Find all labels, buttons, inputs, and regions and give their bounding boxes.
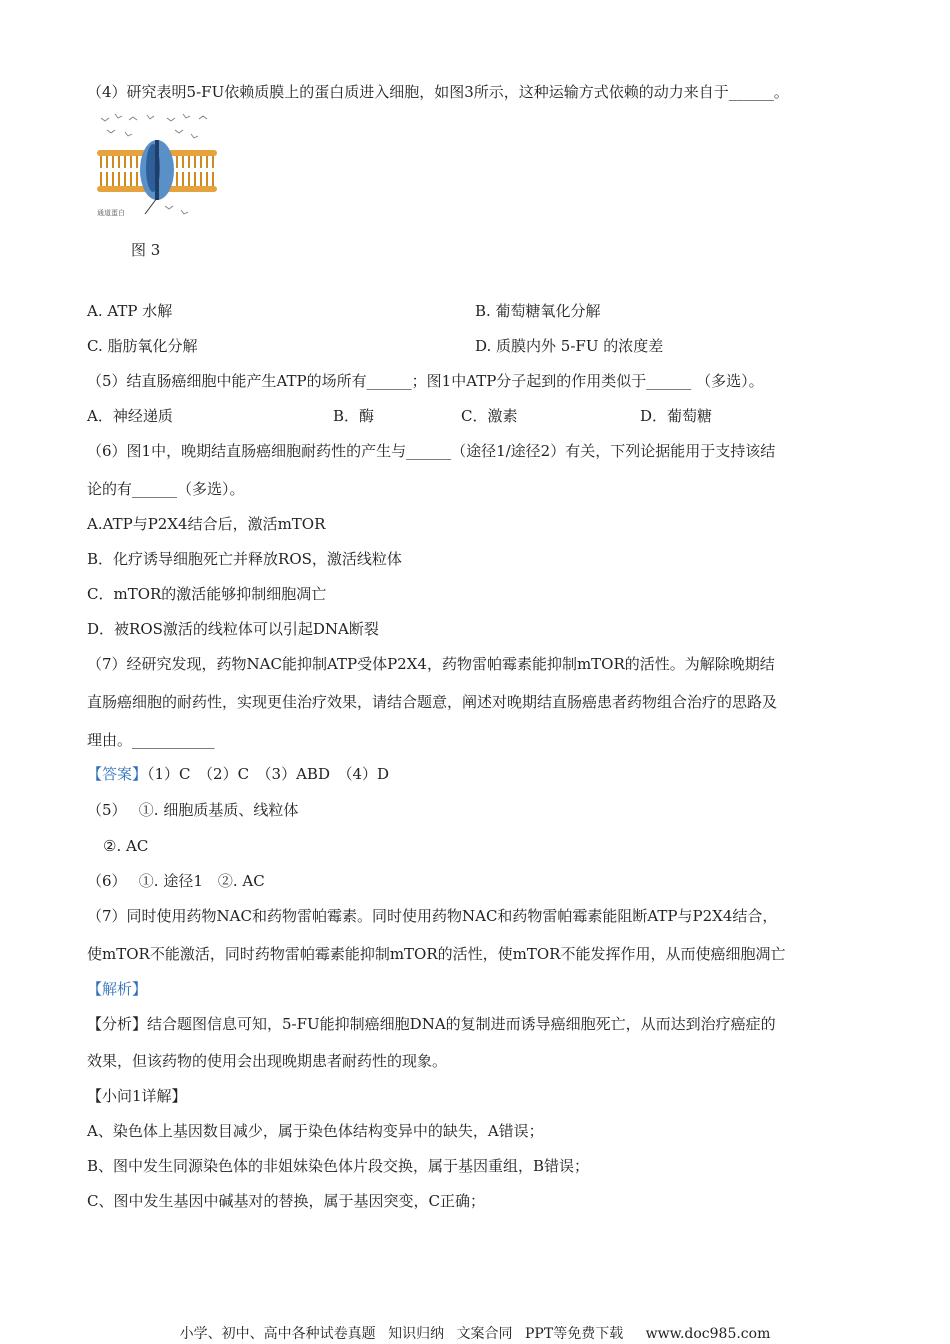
footer-item: 知识归纳 (388, 1326, 445, 1342)
q4-option-d: D. 质膜内外 5-FU 的浓度差 (475, 337, 664, 355)
answer-line2: （5） ①. 细胞质基质、线粒体 (87, 801, 299, 819)
answer-line4: （6） ①. 途径1 ②. AC (87, 872, 265, 890)
q4-option-c: C. 脂肪氧化分解 (87, 337, 198, 355)
footer-url[interactable]: www.doc985.com (645, 1326, 771, 1342)
analysis-line2: 效果，但该药物的使用会出现晚期患者耐药性的现象。 (87, 1052, 448, 1070)
q6-option-a: A.ATP与P2X4结合后，激活mTOR (87, 515, 326, 533)
analysis-item-a: A、染色体上基因数目减少，属于染色体结构变异中的缺失，A错误； (87, 1122, 544, 1140)
q7-line2: 直肠癌细胞的耐药性，实现更佳治疗效果，请结合题意，阐述对晚期结直肠癌患者药物组合治疗的思路及 (87, 693, 778, 711)
q4-option-a: A. ATP 水解 (87, 302, 173, 320)
analysis-item-b: B、图中发生同源染色体的非姐妹染色体片段交换，属于基因重组，B错误； (87, 1157, 590, 1175)
q6-option-d: D．被ROS激活的线粒体可以引起DNA断裂 (87, 620, 379, 638)
q6-option-b: B．化疗诱导细胞死亡并释放ROS，激活线粒体 (87, 550, 402, 568)
membrane-figure (95, 110, 219, 222)
analysis-subheading: 【小问1详解】 (87, 1087, 187, 1105)
membrane-channel-diagram (95, 110, 219, 222)
answer-line3: ②. AC (103, 837, 149, 855)
q6-stem-line2: 论的有______（多选）。 (87, 480, 245, 498)
footer-item: 文案合同 (456, 1326, 513, 1342)
answer-line6: 使mTOR不能激活，同时药物雷帕霉素能抑制mTOR的活性，使mTOR不能发挥作用，从而使癌细胞凋亡 (87, 945, 786, 963)
answer-line5: （7）同时使用药物NAC和药物雷帕霉素。同时使用药物NAC和药物雷帕霉素能阻断ATP与P2X4结合， (87, 907, 778, 925)
q6-option-c: C．mTOR的激活能够抑制细胞凋亡 (87, 585, 327, 603)
analysis-tag: 【解析】 (87, 980, 148, 998)
figure-caption: 图 3 (131, 241, 161, 259)
q5-option-b: B．酶 (333, 407, 375, 425)
footer-item: PPT等免费下载 (525, 1326, 624, 1342)
q5-option-a: A．神经递质 (87, 407, 173, 425)
q7-line1: （7）经研究发现，药物NAC能抑制ATP受体P2X4，药物雷帕霉素能抑制mTOR的活性。为解除晚期结 (87, 655, 775, 673)
q6-stem-line1: （6）图1中，晚期结直肠癌细胞耐药性的产生与______（途径1/途径2）有关，下列论据能用于支持该结 (87, 442, 776, 460)
footer-item: 小学、初中、高中各种试卷真题 (179, 1326, 376, 1342)
answer-row (87, 764, 910, 784)
q5-option-c: C．激素 (461, 407, 518, 425)
q4-option-b: B. 葡萄糖氧化分解 (475, 302, 601, 320)
analysis-item-c: C、图中发生基因中碱基对的替换，属于基因突变，C正确； (87, 1192, 485, 1210)
analysis-line1: 【分析】结合题图信息可知，5-FU能抑制癌细胞DNA的复制进而诱导癌细胞死亡，从而达到治疗癌症的 (87, 1015, 776, 1033)
q5-option-d: D．葡萄糖 (640, 407, 713, 425)
q5-stem: （5）结直肠癌细胞中能产生ATP的场所有______；图1中ATP分子起到的作用类似于______ （多选）。 (87, 372, 764, 390)
channel-protein-label: 通道蛋白 (97, 209, 125, 217)
answer-tag: 【答案】 (87, 765, 148, 783)
answer-line1: （1）C （2）C （3）ABD （4）D (147, 765, 390, 783)
footer (0, 1323, 950, 1343)
q4-stem: （4）研究表明5-FU依赖质膜上的蛋白质进入细胞，如图3所示，这种运输方式依赖的动力来自于______。 (87, 83, 789, 101)
q7-line3: 理由。___________ (87, 731, 215, 749)
